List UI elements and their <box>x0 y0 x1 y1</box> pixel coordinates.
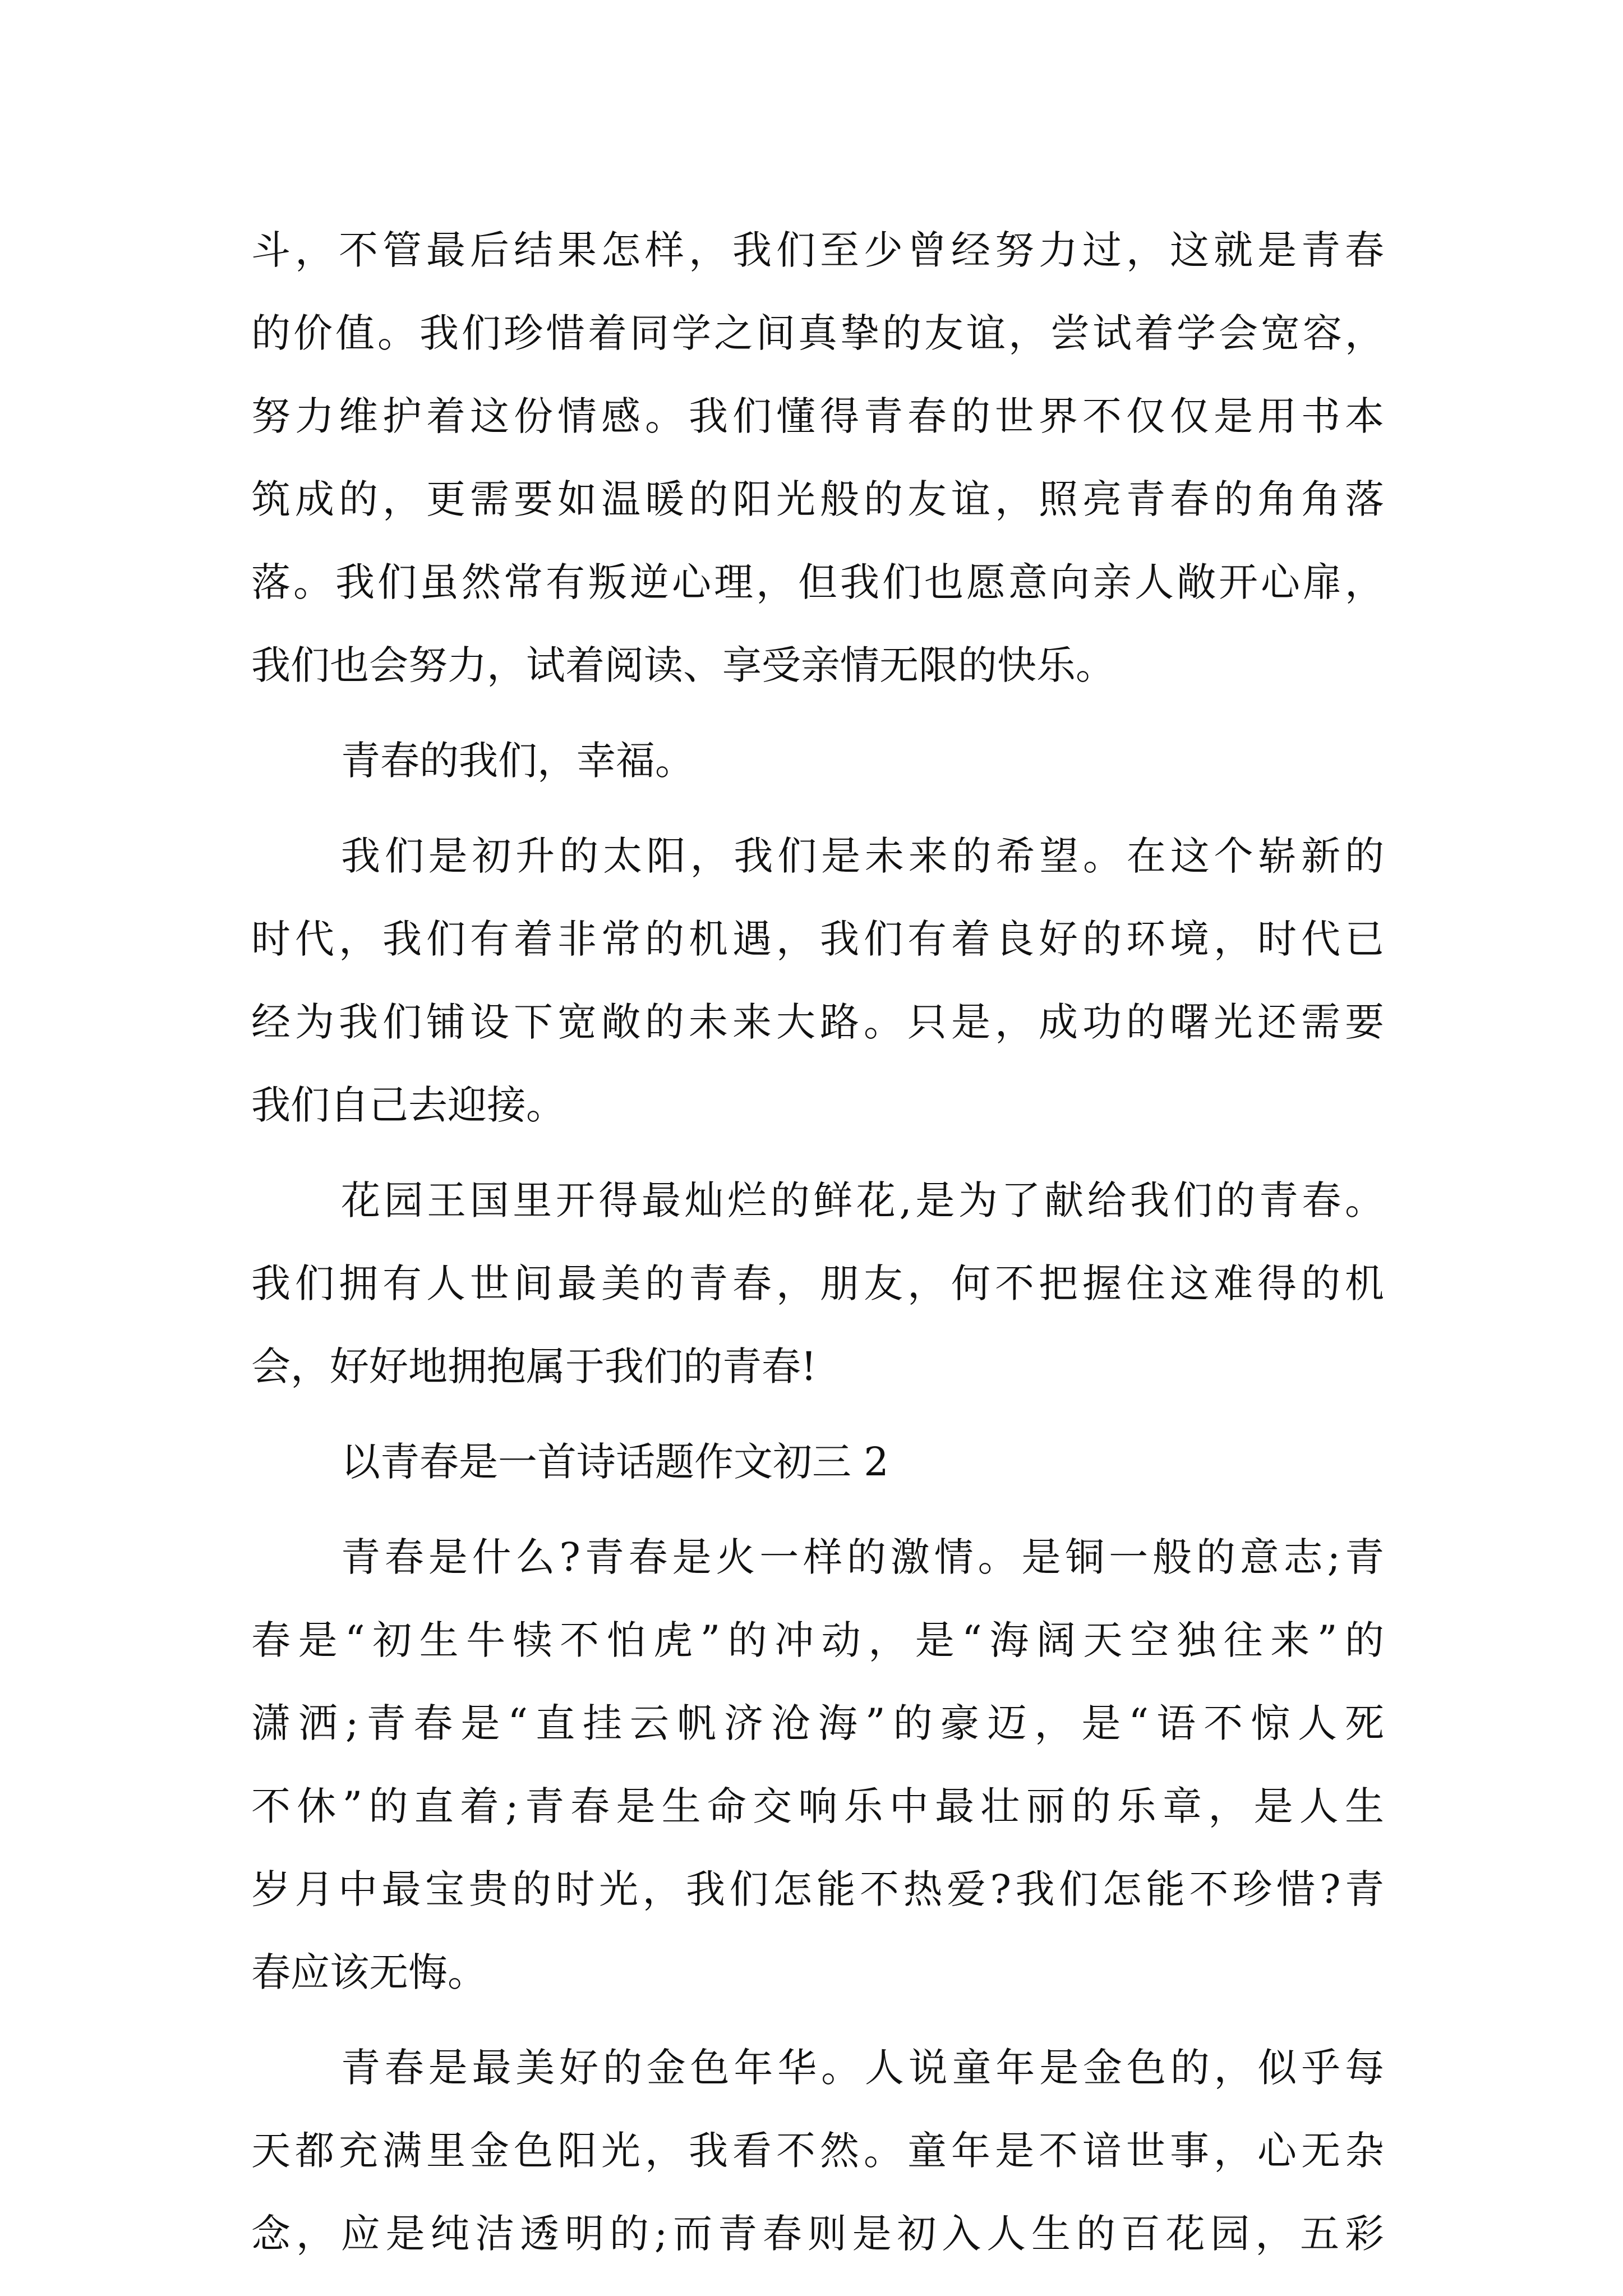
text-line: 我们也会努力，试着阅读、享受亲情无限的快乐。 <box>251 642 1115 688</box>
text-line: 我们是初升的太阳，我们是未来的希望。在这个崭新的 <box>341 833 1384 879</box>
text-line: 不休”的直着;青春是生命交响乐中最壮丽的乐章，是人生 <box>251 1783 1384 1829</box>
text-line: 落。我们虽然常有叛逆心理，但我们也愿意向亲人敞开心扉， <box>251 559 1384 605</box>
text-line: 时代，我们有着非常的机遇，我们有着良好的环境，时代已 <box>251 916 1384 962</box>
text-line: 春是“初生牛犊不怕虎”的冲动，是“海阔天空独往来”的 <box>251 1617 1384 1663</box>
paragraph-heading-line: 青春的我们，幸福。 <box>341 738 694 784</box>
text-line: 春应该无悔。 <box>251 1949 487 1995</box>
text-line: 斗，不管最后结果怎样，我们至少曾经努力过，这就是青春 <box>251 227 1384 273</box>
text-line: 青春是什么?青春是火一样的激情。是铜一般的意志;青 <box>341 1534 1384 1580</box>
text-line: 岁月中最宝贵的时光，我们怎能不热爱?我们怎能不珍惜?青 <box>251 1866 1384 1912</box>
text-line: 天都充满里金色阳光，我看不然。童年是不谙世事，心无杂 <box>251 2128 1384 2174</box>
text-line: 筑成的，更需要如温暖的阳光般的友谊，照亮青春的角角落 <box>251 476 1384 522</box>
document-body <box>251 209 1384 2275</box>
text-line: 努力维护着这份情感。我们懂得青春的世界不仅仅是用书本 <box>251 393 1384 439</box>
text-line: 的价值。我们珍惜着同学之间真挚的友谊，尝试着学会宽容， <box>251 310 1384 356</box>
text-line: 念，应是纯洁透明的;而青春则是初入人生的百花园，五彩 <box>251 2211 1384 2257</box>
text-line: 会，好好地拥抱属于我们的青春! <box>251 1343 817 1389</box>
text-line: 我们拥有人世间最美的青春，朋友，何不把握住这难得的机 <box>251 1260 1384 1306</box>
text-line: 潇洒;青春是“直挂云帆济沧海”的豪迈，是“语不惊人死 <box>251 1700 1384 1746</box>
text-line: 青春是最美好的金色年华。人说童年是金色的，似乎每 <box>341 2045 1384 2091</box>
section-title: 以青春是一首诗话题作文初三 2 <box>341 1439 889 1485</box>
text-line: 花园王国里开得最灿烂的鲜花,是为了献给我们的青春。 <box>341 1177 1384 1223</box>
text-line: 我们自己去迎接。 <box>251 1082 565 1128</box>
text-line: 经为我们铺设下宽敞的未来大路。只是，成功的曙光还需要 <box>251 999 1384 1045</box>
